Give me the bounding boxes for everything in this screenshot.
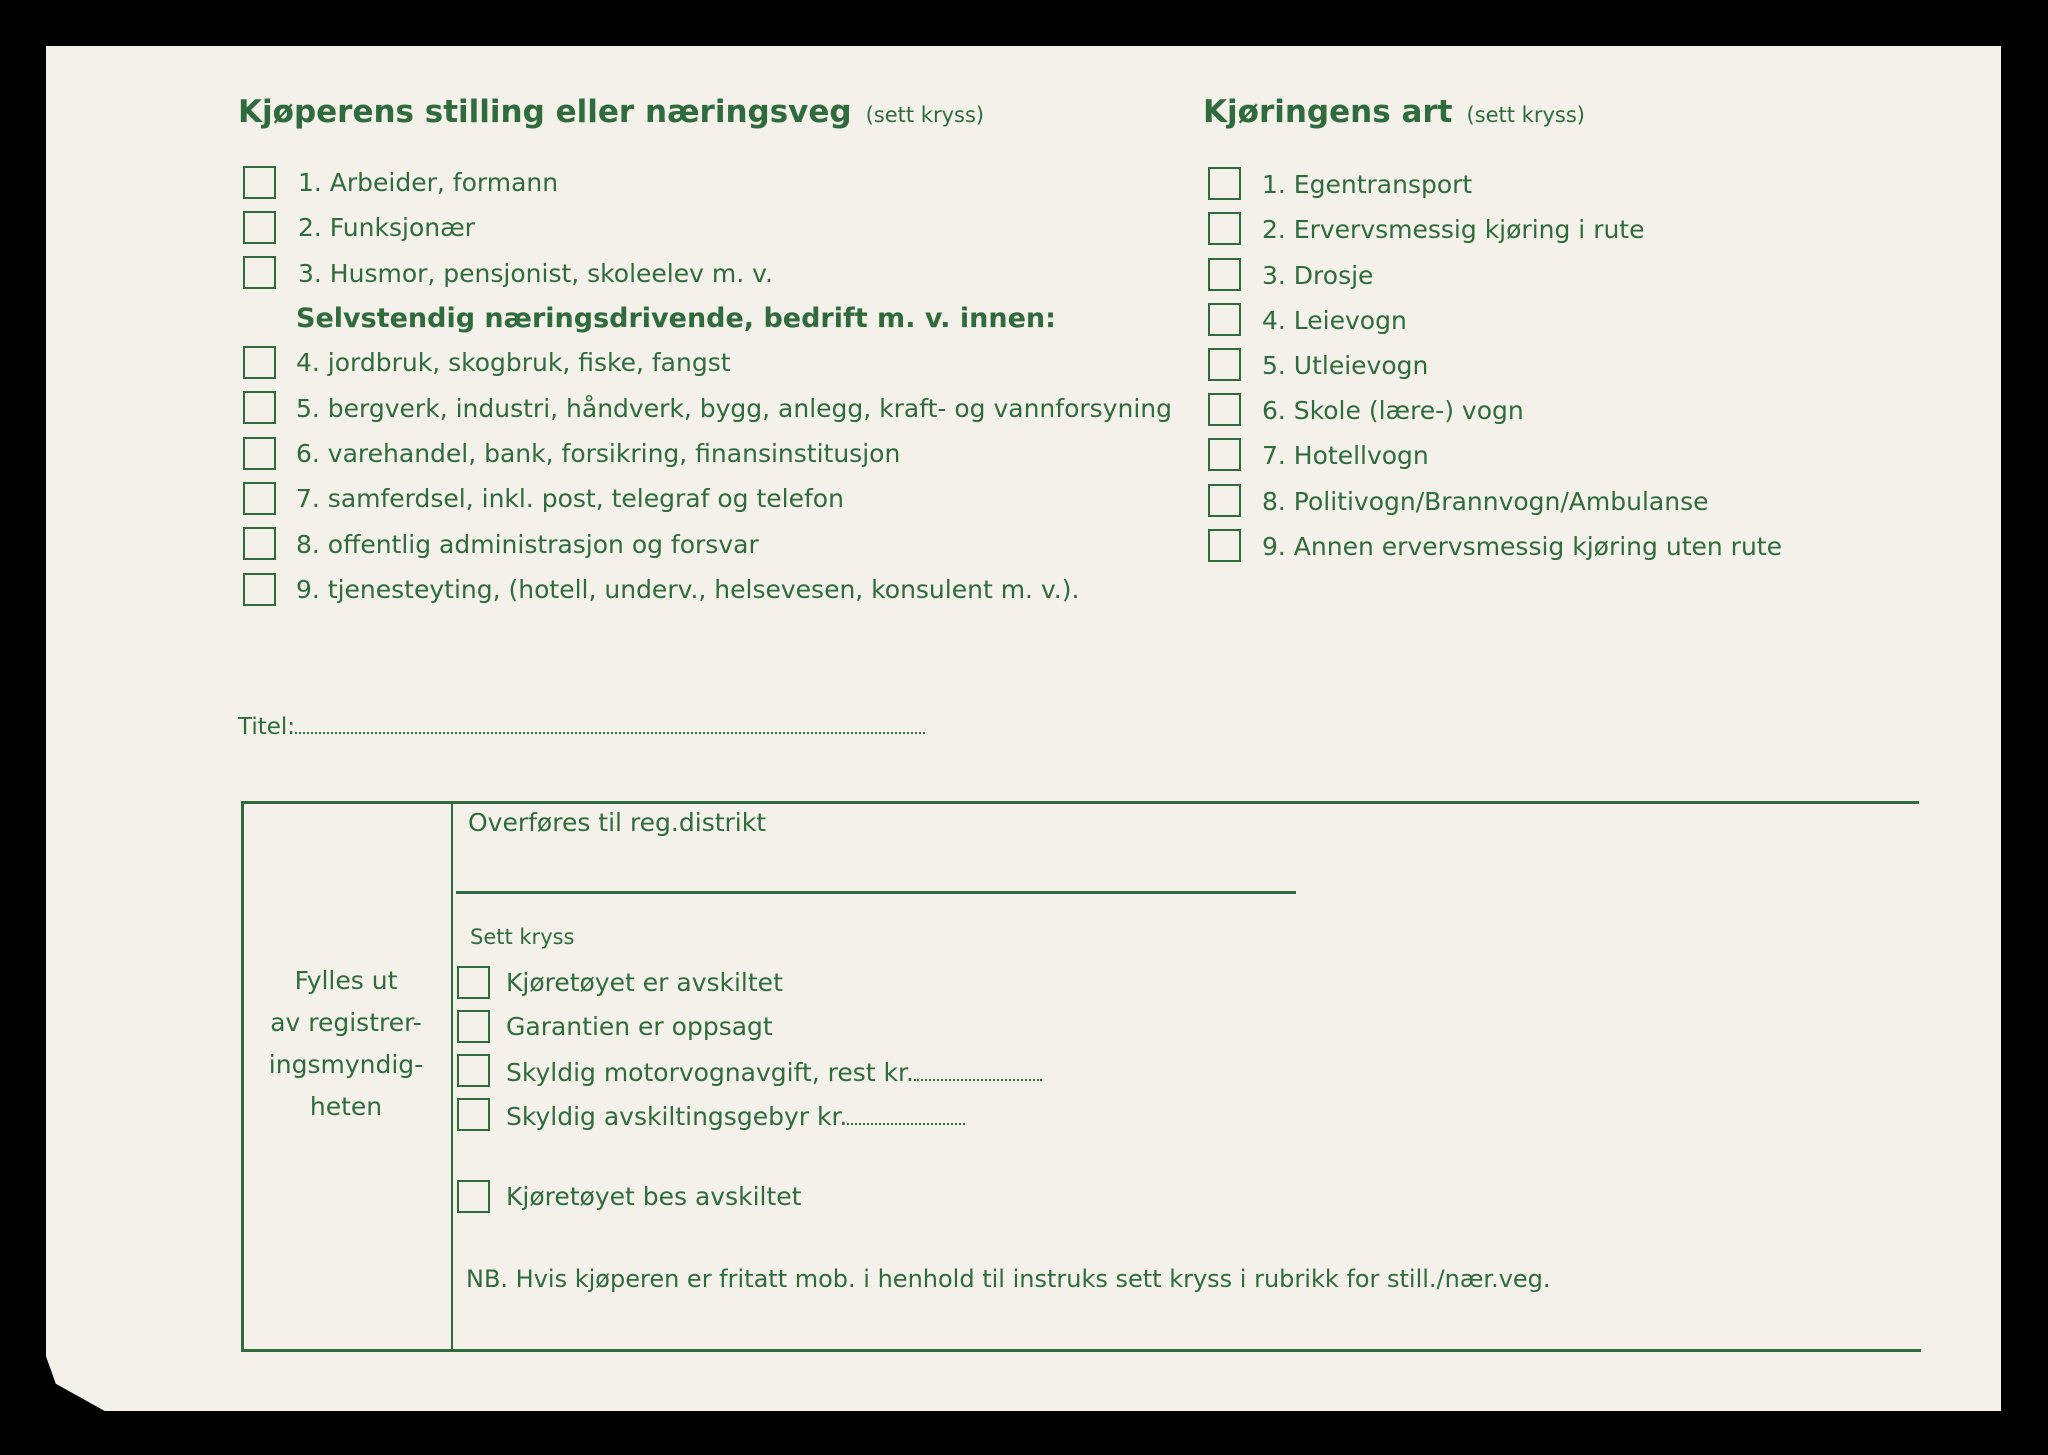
option-label: 9. Annen ervervsmessig kjøring uten rute <box>1262 532 1782 561</box>
checkbox-drosje[interactable] <box>1208 258 1241 291</box>
check-label: Garantien er oppsagt <box>506 1012 773 1041</box>
box-divider <box>451 801 453 1349</box>
titel-field[interactable] <box>238 710 925 740</box>
check-label: Kjøretøyet bes avskiltet <box>506 1182 802 1211</box>
option-label: 8. offentlig administrasjon og forsvar <box>296 530 759 559</box>
option-label: 5. Utleievogn <box>1262 351 1429 380</box>
checkbox-tjenesteyting[interactable] <box>243 573 276 606</box>
check-label: Skyldig motorvognavgift, rest kr. <box>506 1058 914 1087</box>
avskiltingsgebyr-row <box>506 1101 965 1131</box>
nb-note: NB. Hvis kjøperen er fritatt mob. i henhold til instruks sett kryss i rubrikk for still./nær.veg. <box>466 1265 1551 1293</box>
box-left-border <box>241 801 244 1351</box>
checkbox-funksjonaer[interactable] <box>243 211 276 244</box>
option-label: 3. Husmor, pensjonist, skoleelev m. v. <box>298 259 773 288</box>
sett-kryss-label: Sett kryss <box>470 925 575 949</box>
option-label: 2. Ervervsmessig kjøring i rute <box>1262 215 1645 244</box>
check-label: Kjøretøyet er avskiltet <box>506 968 783 997</box>
option-label: 5. bergverk, industri, håndverk, bygg, anlegg, kraft- og vannforsyning <box>296 394 1172 423</box>
checkbox-politivogn[interactable] <box>1208 484 1241 517</box>
checkbox-egentransport[interactable] <box>1208 167 1241 200</box>
motorvognavgift-amount-field[interactable] <box>914 1057 1042 1081</box>
checkbox-samferdsel[interactable] <box>243 482 276 515</box>
option-label: 7. Hotellvogn <box>1262 441 1429 470</box>
check-label: Skyldig avskiltingsgebyr kr. <box>506 1102 848 1131</box>
option-label: 4. Leievogn <box>1262 306 1407 335</box>
right-heading-note: (sett kryss) <box>1466 103 1585 127</box>
side-line: ingsmyndig- <box>268 1050 424 1079</box>
option-label: 3. Drosje <box>1262 261 1374 290</box>
box-bottom-border <box>241 1349 1921 1352</box>
transfer-field-line[interactable] <box>456 891 1296 894</box>
checkbox-arbeider[interactable] <box>243 166 276 199</box>
left-heading-note: (sett kryss) <box>865 103 985 127</box>
left-heading-text: Kjøperens stilling eller næringsveg <box>238 94 852 130</box>
option-label: 8. Politivogn/Brannvogn/Ambulanse <box>1262 487 1709 516</box>
option-label: 9. tjenesteyting, (hotell, underv., helsevesen, konsulent m. v.). <box>296 575 1080 604</box>
checkbox-utleievogn[interactable] <box>1208 348 1241 381</box>
checkbox-hotellvogn[interactable] <box>1208 438 1241 471</box>
side-line: av registrer- <box>270 1008 422 1037</box>
checkbox-varehandel[interactable] <box>243 437 276 470</box>
avskiltingsgebyr-amount-field[interactable] <box>847 1101 965 1125</box>
checkbox-skolevogn[interactable] <box>1208 393 1241 426</box>
checkbox-rute[interactable] <box>1208 212 1241 245</box>
titel-dotted-line <box>295 710 925 734</box>
checkbox-avskiltet[interactable] <box>457 966 490 999</box>
motorvognavgift-row <box>506 1057 1042 1087</box>
option-label: 2. Funksjonær <box>298 213 475 242</box>
option-label: 1. Arbeider, formann <box>298 168 559 197</box>
box-top-border <box>241 801 1919 804</box>
side-line: heten <box>309 1092 383 1121</box>
right-heading-text: Kjøringens art <box>1203 94 1453 130</box>
checkbox-annen[interactable] <box>1208 529 1241 562</box>
side-line: Fylles ut <box>294 966 398 995</box>
titel-label: Titel: <box>238 714 296 740</box>
checkbox-leievogn[interactable] <box>1208 303 1241 336</box>
right-heading <box>1203 94 1585 130</box>
option-label: 4. jordbruk, skogbruk, fiske, fangst <box>296 348 731 377</box>
registration-authority-label <box>256 960 436 1128</box>
checkbox-avskiltingsgebyr[interactable] <box>457 1098 490 1131</box>
left-heading <box>238 94 984 130</box>
checkbox-bes-avskiltet[interactable] <box>457 1180 490 1213</box>
option-label: 6. varehandel, bank, forsikring, finansinstitusjon <box>296 439 901 468</box>
checkbox-husmor[interactable] <box>243 256 276 289</box>
checkbox-garantien[interactable] <box>457 1010 490 1043</box>
subheading-selvstendig: Selvstendig næringsdrivende, bedrift m. v. innen: <box>296 303 1056 334</box>
option-label: 7. samferdsel, inkl. post, telegraf og telefon <box>296 484 844 513</box>
transfer-label: Overføres til reg.distrikt <box>468 808 767 837</box>
checkbox-motorvognavgift[interactable] <box>457 1054 490 1087</box>
checkbox-offentlig[interactable] <box>243 527 276 560</box>
checkbox-jordbruk[interactable] <box>243 346 276 379</box>
checkbox-bergverk[interactable] <box>243 391 276 424</box>
option-label: 1. Egentransport <box>1262 170 1473 199</box>
option-label: 6. Skole (lære-) vogn <box>1262 396 1524 425</box>
